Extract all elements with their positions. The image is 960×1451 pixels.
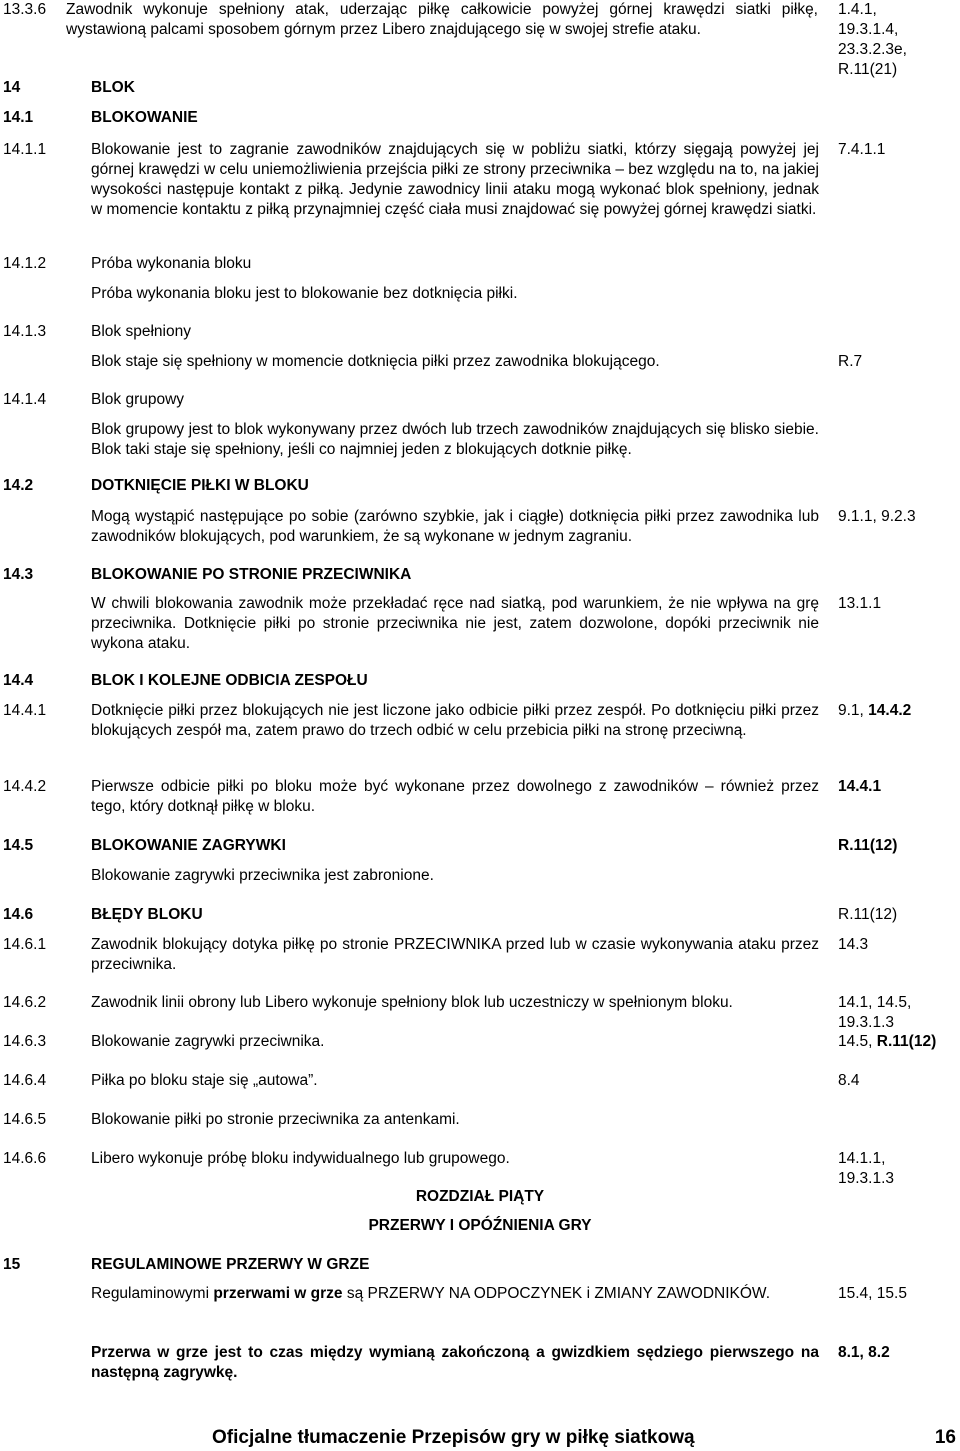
rule-number: 14.6.5 <box>3 1111 47 1128</box>
rule-number: 14.4.1 <box>3 702 47 719</box>
ref-part-bold: 14.4.2 <box>868 702 912 719</box>
rule-number: 14.6.2 <box>3 994 47 1011</box>
rule-number: 14.4.2 <box>3 778 47 795</box>
rule-text: Blokowanie jest to zagranie zawodników znajdujących się w pobliżu siatki, którzy sięgają powyżej jej górnej krawędzi w celu uniemożliwienia przejścia piłki ze strony przeciwnika – bez względu na to, na jakiej wysokości następuje kontakt z piłką. Jedynie zawodnicy linii ataku mogą wykonać blok spełniony, jednak w momencie kontaktu z piłką przynajmniej część ciała musi znajdować się powyżej górnej krawędzi siatki. <box>91 141 819 218</box>
rule-text: Pierwsze odbicie piłki po bloku może być wykonane przez dowolnego z zawodników – również przez tego, który dotknął piłkę w bloku. <box>91 778 819 815</box>
rule-reference: 9.1.1, 9.2.3 <box>838 508 916 525</box>
rule-text: Blokowanie piłki po stronie przeciwnika za antenkami. <box>91 1111 460 1128</box>
rule-reference: R.11(12) <box>838 906 898 923</box>
rule-reference: 14.4.1 <box>838 778 882 795</box>
section-heading: DOTKNIĘCIE PIŁKI W BLOKU <box>91 477 309 494</box>
rule-reference <box>838 1032 958 1052</box>
rule-text: Blok staje się spełniony w momencie dotknięcia piłki przez zawodnika blokującego. <box>91 353 660 370</box>
ref-part-bold: R.11(12) <box>876 1033 937 1050</box>
rule-number: 14.6.1 <box>3 936 47 953</box>
footer-title: Oficjalne tłumaczenie Przepisów gry w piłkę siatkową <box>212 1427 695 1448</box>
section-heading: BLOKOWANIE ZAGRYWKI <box>91 837 286 854</box>
rule-text: Blok grupowy jest to blok wykonywany przez dwóch lub trzech zawodników znajdujących się blisko siebie. Blok taki staje się spełniony, jeśli co najmniej jeden z blokujących dotknie piłkę. <box>91 421 819 458</box>
text-part: są PRZERWY NA ODPOCZYNEK i ZMIANY ZAWODNIKÓW. <box>342 1285 771 1302</box>
rule-title: Blok spełniony <box>91 323 191 340</box>
rule-text: Zawodnik blokujący dotyka piłkę po stronie PRZECIWNIKA przed lub w czasie wykonywania ataku przez przeciwnika. <box>91 936 819 973</box>
rule-text: Zawodnik linii obrony lub Libero wykonuje spełniony blok lub uczestniczy w spełnionym bloku. <box>91 994 733 1011</box>
rule-number: 14.6.4 <box>3 1072 47 1089</box>
rule-reference: 8.1, 8.2 <box>838 1344 890 1361</box>
rule-reference: 1.4.1, 19.3.1.4, 23.3.2.3e, R.11(21) <box>838 1 907 78</box>
text-part: Regulaminowymi <box>91 1285 214 1302</box>
page-number: 16 <box>934 1427 956 1448</box>
rule-text: Próba wykonania bloku jest to blokowanie bez dotknięcia piłki. <box>91 285 518 302</box>
rule-text: Blokowanie zagrywki przeciwnika jest zabronione. <box>91 867 434 884</box>
text-part-bold: przerwami w grze <box>213 1285 343 1302</box>
rule-number: 14.6.3 <box>3 1033 47 1050</box>
rule-text: Libero wykonuje próbę bloku indywidualnego lub grupowego. <box>91 1150 510 1167</box>
rule-text: W chwili blokowania zawodnik może przekładać ręce nad siatką, pod warunkiem, że nie wpływa na grę przeciwnika. Dotknięcie piłki po stronie przeciwnika nie jest, zatem dozwolone, dopóki przeciwnik nie wykona ataku. <box>91 595 819 652</box>
rule-text: Dotknięcie piłki przez blokujących nie jest liczone jako odbicie piłki przez zespół. Po dotknięciu piłki przez blokujących zespół ma, zatem prawo do trzech odbić w celu przebicia piłki na stronę przeciwną. <box>91 702 819 739</box>
section-number: 14.5 <box>3 837 34 854</box>
chapter-title: ROZDZIAŁ PIĄTY <box>415 1188 545 1205</box>
rule-reference: 7.4.1.1 <box>838 141 886 158</box>
section-heading: REGULAMINOWE PRZERWY W GRZE <box>91 1256 370 1273</box>
rule-text <box>91 1284 819 1304</box>
section-heading: BLOKOWANIE PO STRONIE PRZECIWNIKA <box>91 566 412 583</box>
section-heading: BŁĘDY BLOKU <box>91 906 203 923</box>
rule-text: Blokowanie zagrywki przeciwnika. <box>91 1033 325 1050</box>
rule-number: 14.1.3 <box>3 323 47 340</box>
section-number: 14.2 <box>3 477 34 494</box>
rule-number: 14.6.6 <box>3 1150 47 1167</box>
rule-reference: R.11(12) <box>838 837 898 854</box>
rule-reference: 8.4 <box>838 1072 860 1089</box>
rule-reference: 14.1.1, 19.3.1.3 <box>838 1150 895 1187</box>
section-number: 14.1 <box>3 109 34 126</box>
section-heading: BLOK <box>91 79 135 96</box>
rule-reference: 13.1.1 <box>838 595 882 612</box>
rule-text: Zawodnik wykonuje spełniony atak, uderzając piłkę całkowicie powyżej górnej krawędzi siatki piłkę, wystawioną palcami sposobem górnym przez Libero znajdującego się w swojej strefie ataku. <box>66 1 818 38</box>
section-heading: BLOK I KOLEJNE ODBICIA ZESPOŁU <box>91 672 368 689</box>
rule-reference: 14.1, 14.5, 19.3.1.3 <box>838 994 912 1031</box>
section-number: 14.3 <box>3 566 34 583</box>
section-number: 15 <box>3 1256 21 1273</box>
rule-reference: 15.4, 15.5 <box>838 1285 907 1302</box>
rule-title: Blok grupowy <box>91 391 185 408</box>
section-heading: BLOKOWANIE <box>91 109 198 126</box>
section-number: 14.6 <box>3 906 34 923</box>
ref-part: 9.1, <box>838 702 869 719</box>
rule-number: 13.3.6 <box>3 1 47 18</box>
section-number: 14 <box>3 79 21 96</box>
rule-text: Mogą wystąpić następujące po sobie (zarówno szybkie, jak i ciągłe) dotknięcia piłki przez zawodnika lub zawodników blokujących, pod warunkiem, że są wykonane w jednym zagraniu. <box>91 508 819 545</box>
rule-title: Próba wykonania bloku <box>91 255 252 272</box>
rule-number: 14.1.4 <box>3 391 47 408</box>
rule-number: 14.1.1 <box>3 141 47 158</box>
rule-reference <box>838 701 958 721</box>
rule-reference: 14.3 <box>838 936 869 953</box>
chapter-subtitle: PRZERWY I OPÓŹNIENIA GRY <box>368 1217 592 1234</box>
rule-reference: R.7 <box>838 353 863 370</box>
section-number: 14.4 <box>3 672 34 689</box>
rule-number: 14.1.2 <box>3 255 47 272</box>
rule-text: Piłka po bloku staje się „autowa”. <box>91 1072 318 1089</box>
ref-part: 14.5, <box>838 1033 877 1050</box>
rule-text: Przerwa w grze jest to czas między wymianą zakończoną a gwizdkiem sędziego pierwszego na następną zagrywkę. <box>91 1344 819 1381</box>
